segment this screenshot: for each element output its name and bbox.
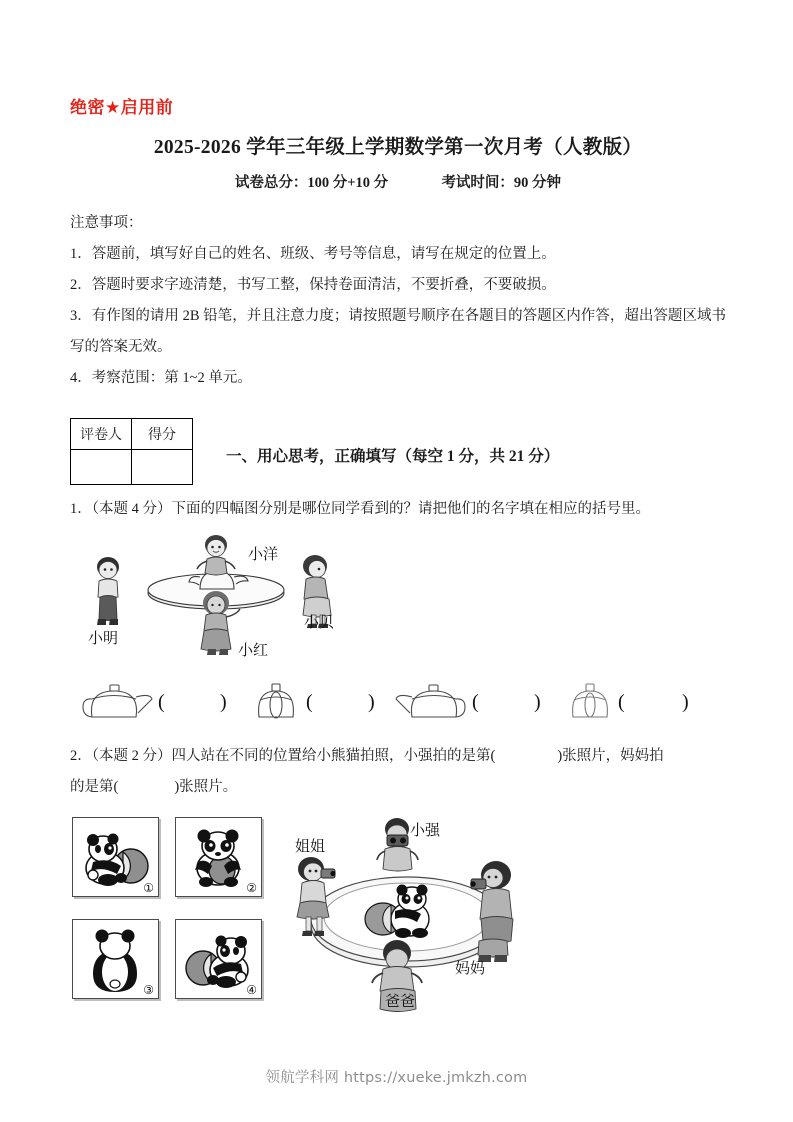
page-title: 2025-2026 学年三年级上学期数学第一次月考（人教版） — [153, 137, 643, 158]
teapot-3-paren-close: ) — [534, 691, 541, 713]
panda-photo-1 — [72, 817, 159, 897]
secret-notice: 绝密★启用前 — [70, 98, 174, 118]
teapot-view-2 — [248, 669, 304, 730]
panda-photo-3 — [72, 919, 159, 999]
teapot-3-paren-open: ( — [472, 691, 479, 713]
panda-photo-4 — [175, 919, 262, 999]
question-1-text: 1．（本题 4 分）下面的四幅图分别是哪位同学看到的？请把他们的名字填在相应的括号里。 — [70, 501, 650, 517]
score-table-header-grader: 评卷人 — [71, 419, 132, 450]
family-label-left: 姐姐 — [295, 837, 326, 855]
score-table-value-score[interactable] — [132, 450, 193, 485]
total-score-label: 试卷总分：100 分+10 分 — [234, 175, 389, 191]
family-around-panda-figure — [275, 807, 540, 1012]
teapot-view-4 — [562, 669, 618, 730]
page-content — [70, 96, 726, 1009]
section-one-header — [70, 418, 726, 488]
exam-meta — [70, 172, 726, 194]
panda-photo-2 — [175, 817, 262, 897]
kids-table-illustration — [78, 531, 358, 661]
kid-top — [197, 535, 235, 575]
duration-label: 考试时间：90 分钟 — [441, 175, 562, 191]
panda-photo-1-number: ① — [143, 881, 154, 895]
notice-item-1: 1．答题前，填写好自己的姓名、班级、考号等信息，请写在规定的位置上。 — [70, 246, 556, 262]
question-2-text-part2: )张照片，妈妈拍 — [557, 748, 664, 764]
section-one-title: 一、用心思考，正确填写（每空 1 分，共 21 分） — [226, 448, 560, 465]
question-2-text-part4: )张照片。 — [174, 779, 238, 795]
notice-heading: 注意事项： — [70, 215, 143, 231]
notice-item-4: 4．考察范围：第 1~2 单元。 — [70, 370, 252, 386]
panda-photo-3-number: ③ — [143, 983, 154, 997]
panda-photo-area — [70, 809, 726, 1009]
kids-around-table-figure — [78, 531, 358, 661]
teapot-1-paren-close: ) — [220, 691, 227, 713]
teapot-view-1 — [78, 669, 156, 730]
footer-watermark: 领航学科网 https://xueke.jmkzh.com — [265, 1070, 528, 1086]
question-2-text — [70, 741, 726, 803]
teapot-4-paren-close: ) — [682, 691, 689, 713]
notice-item-2: 2．答题时要求字迹清楚，书写工整，保持卷面清洁，不要折叠，不要破损。 — [70, 277, 556, 293]
kid-label-top: 小洋 — [248, 545, 279, 563]
family-label-right: 妈妈 — [455, 959, 486, 977]
panda-photo-4-number: ④ — [246, 983, 257, 997]
notice-item-3: 3．有作图的请用 2B 铅笔，并且注意力度；请按照题号顺序在各题目的答题区内作答，超出答题区域书写的答案无效。 — [70, 308, 726, 355]
kid-label-left: 小明 — [88, 629, 119, 647]
question-2-text-part3: 的是第( — [70, 779, 119, 795]
teapot-2-paren-close: ) — [368, 691, 375, 713]
question-1 — [70, 494, 726, 735]
teapot-4-paren-open: ( — [618, 691, 625, 713]
question-2-text-part1: 2．（本题 2 分）四人站在不同的位置给小熊猫拍照，小强拍的是第( — [70, 748, 496, 764]
question-2 — [70, 741, 726, 1009]
teapot-answer-row — [70, 669, 726, 735]
score-table — [70, 418, 193, 485]
kid-left — [97, 557, 119, 625]
panda-photo-2-number: ② — [246, 881, 257, 895]
family-label-top: 小强 — [410, 821, 441, 839]
score-table-header-score: 得分 — [132, 419, 193, 450]
kid-label-right: 小贝 — [304, 613, 335, 631]
teapot-view-3 — [390, 669, 470, 730]
kid-label-bottom: 小红 — [238, 641, 269, 659]
family-label-bottom: 爸爸 — [385, 992, 416, 1010]
score-table-value-grader[interactable] — [71, 450, 132, 485]
teapot-1-paren-open: ( — [158, 691, 165, 713]
teapot-2-paren-open: ( — [306, 691, 313, 713]
